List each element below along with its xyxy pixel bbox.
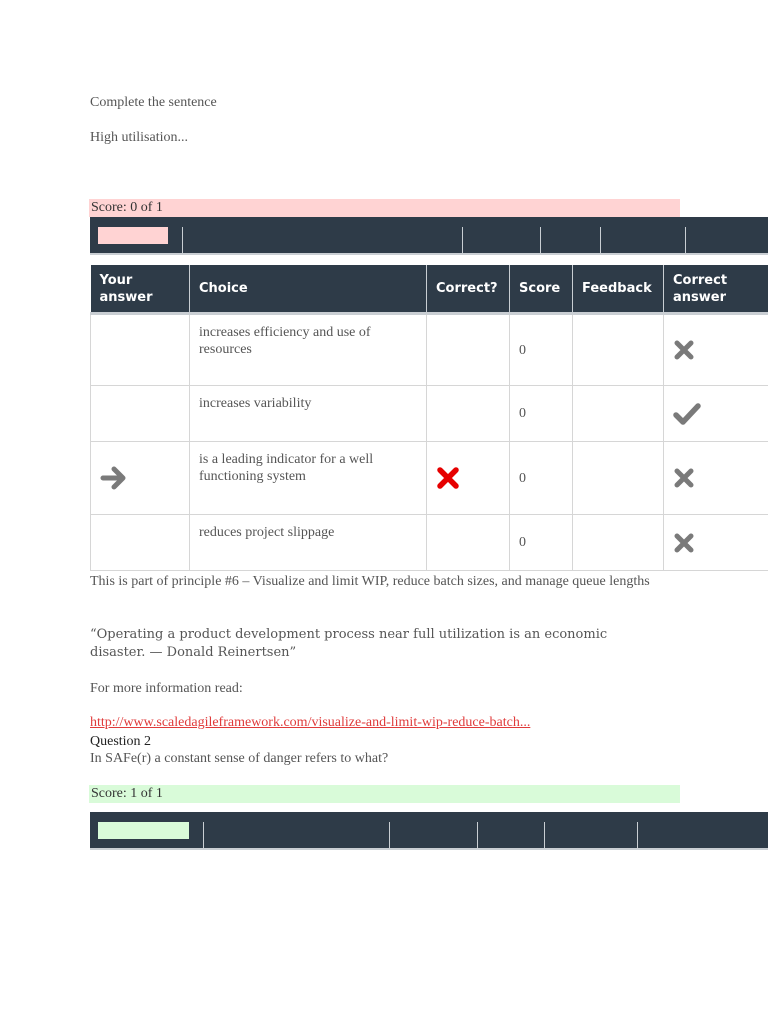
table-header-row <box>91 265 768 314</box>
cross-icon <box>673 532 695 554</box>
column-separator <box>600 227 601 255</box>
table-row <box>91 515 768 571</box>
choice-cell: reduces project slippage <box>190 515 427 571</box>
correct-cell <box>427 386 510 442</box>
correct-cell <box>427 314 510 386</box>
header-feedback: Feedback <box>573 265 664 314</box>
your-answer-cell <box>91 386 190 442</box>
question-number: Question 2 <box>90 734 152 749</box>
your-answer-cell <box>91 515 190 571</box>
results-table <box>90 265 768 571</box>
score-chip <box>98 227 168 244</box>
table-row <box>91 442 768 515</box>
score-cell: 0 <box>510 442 573 515</box>
header-correct-answer: Correct answer <box>664 265 768 314</box>
correct-answer-cell <box>664 442 768 515</box>
score-bar: Score: 0 of 1 <box>89 199 680 217</box>
column-separator <box>637 822 638 850</box>
feedback-cell <box>573 515 664 571</box>
question-stem: High utilisation... <box>90 130 188 145</box>
column-separator <box>544 822 545 850</box>
score-bar: Score: 1 of 1 <box>89 785 680 803</box>
feedback-cell <box>573 386 664 442</box>
more-info-label: For more information read: <box>90 681 243 696</box>
correct-answer-cell <box>664 515 768 571</box>
choice-cell: increases variability <box>190 386 427 442</box>
principle-link[interactable]: http://www.scaledagileframework.com/visualize-and-limit-wip-reduce-batch... <box>90 715 531 730</box>
correct-cell <box>427 515 510 571</box>
score-cell: 0 <box>510 386 573 442</box>
column-separator <box>203 822 204 850</box>
correct-answer-cell <box>664 314 768 386</box>
column-separator <box>182 227 183 255</box>
correct-cell <box>427 442 510 515</box>
question-prompt: Complete the sentence <box>90 95 217 110</box>
results-toolbar <box>90 812 768 850</box>
column-separator <box>540 227 541 255</box>
your-answer-cell <box>91 314 190 386</box>
column-separator <box>477 822 478 850</box>
header-choice: Choice <box>190 265 427 314</box>
cross-icon <box>673 339 695 361</box>
arrow-right-icon <box>100 465 128 491</box>
correct-answer-cell <box>664 386 768 442</box>
score-cell: 0 <box>510 314 573 386</box>
question-prompt: In SAFe(r) a constant sense of danger refers to what? <box>90 751 389 766</box>
red-cross-icon <box>436 466 460 490</box>
results-toolbar <box>90 217 768 255</box>
column-separator <box>389 822 390 850</box>
header-score: Score <box>510 265 573 314</box>
feedback-cell <box>573 314 664 386</box>
score-cell: 0 <box>510 515 573 571</box>
choice-cell: is a leading indicator for a well functioning system <box>190 442 427 515</box>
column-separator <box>462 227 463 255</box>
cross-icon <box>673 467 695 489</box>
your-answer-cell <box>91 442 190 515</box>
check-icon <box>673 402 701 426</box>
score-chip <box>98 822 189 839</box>
quote-text: “Operating a product development process near full utilization is an economic disaster. — Donald Reinertsen” <box>90 627 608 660</box>
header-correct: Correct? <box>427 265 510 314</box>
column-separator <box>685 227 686 255</box>
feedback-cell <box>573 442 664 515</box>
header-your-answer: Your answer <box>91 265 190 314</box>
choice-cell: increases efficiency and use of resources <box>190 314 427 386</box>
feedback-text: This is part of principle #6 – Visualize and limit WIP, reduce batch sizes, and manage queue lengths <box>90 574 650 589</box>
table-row <box>91 314 768 386</box>
table-row <box>91 386 768 442</box>
